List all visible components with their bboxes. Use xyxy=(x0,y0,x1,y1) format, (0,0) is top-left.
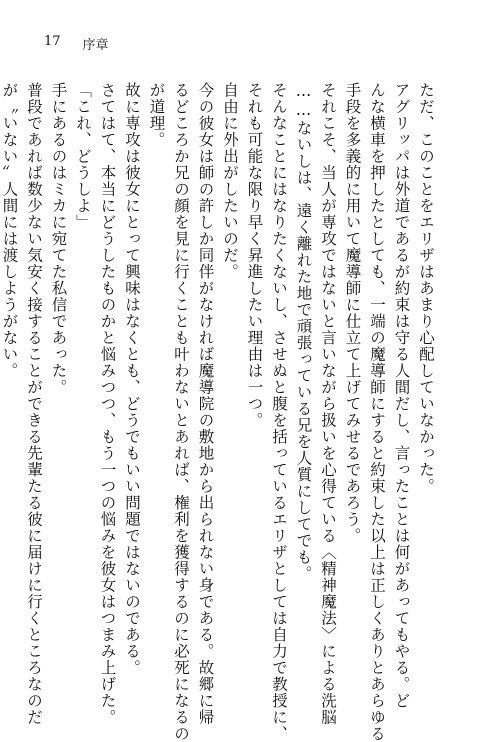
text-line: 手段を多義的に用いて魔導師に仕立て上げてみせるであろう。 xyxy=(343,82,362,544)
text-line: 普段であれば数少ない気安く接することができる先輩たる彼に届けに行くところなのだ xyxy=(25,82,43,726)
body-text xyxy=(0,82,438,742)
text-line: さてはて、本当にどうしたものかと悩みつつ、もう一つの悩みを彼女はつまみ上げた。 xyxy=(98,82,117,726)
text-line: が道理。 xyxy=(147,82,166,148)
text-line: 「これ、どうしよ」 xyxy=(74,82,92,231)
page-number: 17 xyxy=(44,34,61,49)
text-line: 自由に外出がしたいのだ。 xyxy=(221,82,239,280)
text-line: それも可能な限り早く昇進したい理由は一つ。 xyxy=(245,82,264,429)
text-line: 手にあるのはミカに宛てた私信であった。 xyxy=(49,82,68,396)
text-line: が〝いない〟人間には渡しようがない。 xyxy=(0,82,19,379)
text-line: 故に専攻は彼女にとって興味はなくとも、どうでもいい問題ではないのである。 xyxy=(123,82,141,676)
text-line: アグリッパは外道であるが約束は守る人間だし、言ったことは何があってもやる。ど xyxy=(392,82,411,709)
text-line: 今の彼女は師の許しか同伴がなければ魔導院の敷地から出られない身である。故郷に帰 xyxy=(196,82,215,726)
chapter-title: 序章 xyxy=(82,38,109,53)
text-line: んな横車を押したとしても、一端の魔導師にすると約束した以上は正しくありとあらゆる xyxy=(368,82,386,742)
text-line: ……ないしは、遠く離れた地で頑張っている兄を人質にしてでも。 xyxy=(294,82,313,582)
text-line: そんなことにはなりたくないし、させぬと腹を括っているエリザとしては自力で教授に、 xyxy=(270,82,288,742)
text-line: るどころか兄の顔を見に行くことも叶わないとあれば、権利を獲得するのに必死になるの xyxy=(172,82,190,742)
text-line: ただ、このことをエリザはあまり心配していなかった。 xyxy=(417,82,435,495)
text-line: それこそ、当人が専攻ではないと言いながら扱いを心得ている〈精神魔法〉による洗脳 xyxy=(319,82,337,726)
running-header xyxy=(44,34,109,53)
